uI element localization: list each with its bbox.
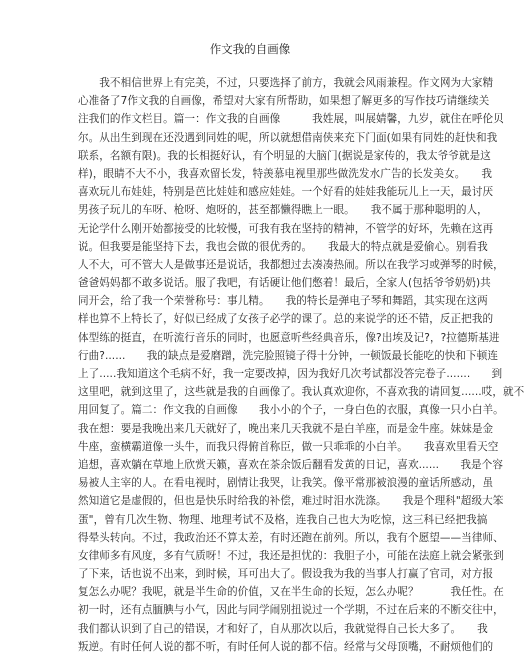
body-line: 样)，眼睛不大不小，我喜欢留长发，特羡慕电视里那些做洗发水广告的长发美女。 我 [78, 167, 492, 180]
body-line: 行曲?...... 我的缺点是爱磨蹭，洗完脸照镜子得十分钟，一顿饭最长能吃的快和下顿连 [78, 349, 498, 362]
body-line: 我在想：要是我晚出来几天就好了，晚出来几天我就不是白羊座，而是金牛座。妹妹是金 [78, 422, 494, 435]
body-line: 用回复了。篇二：作文我的自画像 我小小的个子，一身白色的衣服，真像一只小白羊。 [78, 404, 504, 417]
body-line: 体型练的挺直，在听流行音乐的同时，也愿意听些经典音乐，像?出埃及记?，?拉德斯基进 [78, 331, 500, 344]
body-line: 说。但我要是能坚持下去，我也会做的很优秀的。 我最大的特点就是爱偷心。别看我 [78, 240, 488, 253]
body-line: 上了.....我知道这个毛病不好，我一定要改掉，因为我好几次考试都没答完卷子....... 到 [78, 368, 503, 380]
body-line: 同开会，给了我一个荣誉称号：事儿精。 我的特长是弹电子琴和舞蹈，其实现在这两 [78, 295, 488, 308]
body-line: 注我们的作文栏目。篇一：作文我的自画像 我姓展，叫展婧馨，九岁，就住在呼伦贝 [78, 113, 504, 126]
body-line: 无论学什么刚开始都接受的比较慢，可我有我在坚持的精神，不管学的好坏，先赖在这再 [78, 222, 494, 235]
body-line: 易被人主宰的人。在看电视时，剧情让我哭，让我笑。像平常那被浪漫的童话所感动，虽 [78, 477, 494, 490]
body-line: 我们都认识到了自己的错误，才和好了，自从那次以后，我就觉得自己长大多了。 我 [78, 622, 488, 635]
document-title: 作文我的自画像 [209, 42, 291, 56]
body-line: 蛋"，曾有几次生物、物理、地理考试不及格，连我自己也大为吃惊，这三科已经把我搞 [78, 513, 488, 526]
body-line: 女律师多有风度，多有气质呀！不过，我还是担忧的：我胆子小，可能在法庭上就会紧张到 [78, 549, 504, 562]
document-body [78, 74, 524, 656]
body-line: 了下来，话也说不出来，到时候，耳可出大了。假设我为我的当事人打赢了官司，对方报 [78, 568, 494, 581]
body-line: 尔。从出生到现在还没遇到同姓的呢，所以就想借南侠来充下门面(如果有同姓的赶快和我 [78, 131, 498, 144]
body-line: 男孩子玩儿的车呀、枪呀、炮呀的，甚至都懒得瞧上一眼。 我不属于那种聪明的人， [78, 204, 488, 217]
body-line: 然知道它是虚假的，但也是快乐时给我的补偿，难过时泪水洗涤。 我是个理科"超级大笨 [78, 495, 504, 508]
body-line: 喜欢玩儿布娃娃，特别是芭比娃娃和感应娃娃。一个好看的娃娃我能玩儿上一天，最讨厌 [78, 186, 494, 199]
body-line: 复怎么办呢？我呢，就是半生命的价值，又在半生命的长短，怎么办呢？ 我任性。在 [78, 586, 504, 599]
body-line: 爸爸妈妈都不敢多说话。服了我吧，有话硬让他们憋着！最后，全家人(包括爷爷奶奶)共 [78, 277, 491, 290]
body-line: 心准备了7作文我的自画像，希望对大家有所帮助，如果想了解更多的写作技巧请继续关 [78, 95, 490, 108]
body-line: 我不相信世界上有完美，不过，只要选择了前方，我就会风雨兼程。作文网为大家精 [78, 77, 494, 89]
body-line: 人不大，可不管大人是做事还是说话，我都想过去凑凑热闹。所以在我学习或弹琴的时候， [78, 258, 504, 271]
body-line: 追想，喜欢躺在草地上欣赏天籁，喜欢在茶余饭后翻看发黄的日记，喜欢...... 我是个容 [78, 458, 503, 471]
body-line: 初一时，还有点腼腆与小气，因此与同学闹别扭说过一个学期，不过在后来的不断交往中， [78, 604, 504, 617]
body-line: 联系，名额有限)。我的长相挺好认，有个明显的大脑门(据说是家传的，我太爷爷就是这 [78, 149, 491, 162]
body-line: 这里吧，就到这里了，这些就是我的自画像了。我认真欢迎你，不喜欢我的请回复......哎，就不 [78, 386, 524, 399]
body-line: 样也算不上特长了，好似已经成了女孩子必学的课了。总的来说学的还不错，反正把我的 [78, 313, 494, 326]
body-line: 叛逆。有时任何人说的都不听，有时任何人说的都不信。经常与父母顶嘴，不耐烦他们的 [78, 640, 494, 653]
body-line: 牛座，蛮横霸道像一头牛，而我只得俯首称臣，做一只乖乖的小白羊。 我喜欢里看天空 [78, 440, 499, 453]
body-line: 得晕头转向。不过，我政治还不算太差，有时还跑在前列。所以，我有个愿望——当律师、 [78, 531, 504, 544]
